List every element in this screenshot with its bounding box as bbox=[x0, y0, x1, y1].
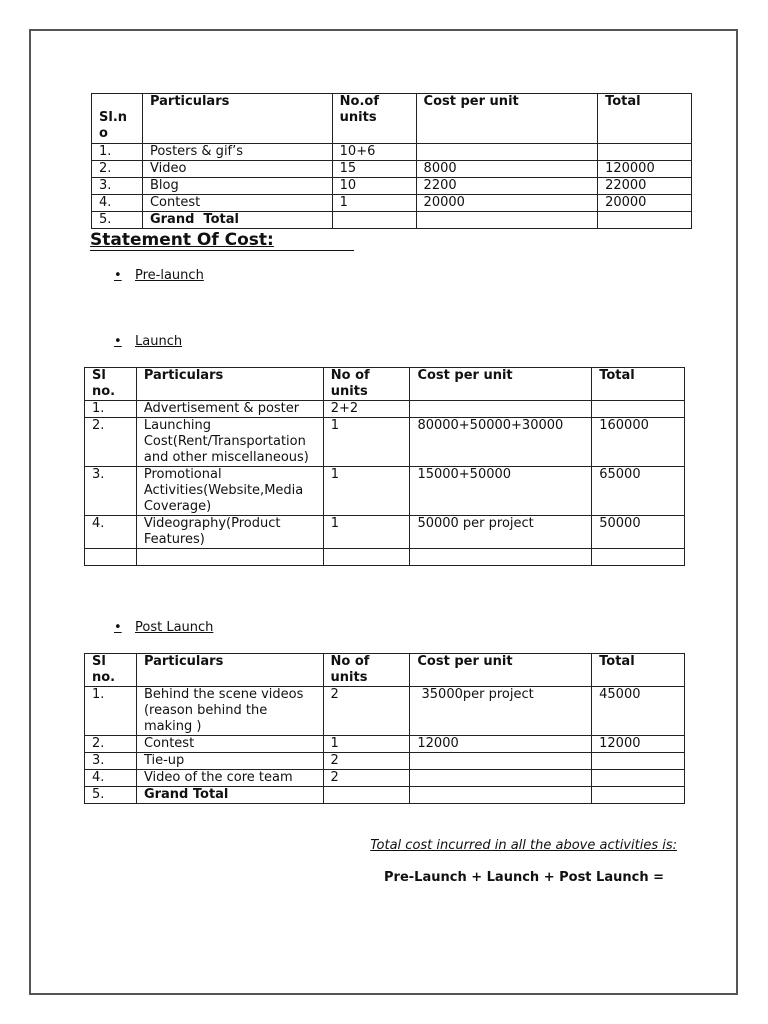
table-row bbox=[85, 549, 685, 566]
cell: 4. bbox=[85, 516, 137, 549]
cell: 12000 bbox=[410, 736, 592, 753]
cell: 1 bbox=[323, 516, 410, 549]
cell: Video bbox=[142, 161, 332, 178]
launch-table bbox=[84, 367, 685, 566]
table-row bbox=[92, 195, 692, 212]
cell bbox=[598, 144, 692, 161]
cell: 2 bbox=[323, 687, 410, 736]
cell bbox=[416, 212, 598, 229]
cell: 80000+50000+30000 bbox=[410, 418, 592, 467]
cell: 4. bbox=[85, 770, 137, 787]
cost-table-1 bbox=[91, 93, 692, 229]
cell: Contest bbox=[142, 195, 332, 212]
cell bbox=[592, 770, 685, 787]
header-slno: Sl no. bbox=[85, 368, 137, 401]
cell: 50000 per project bbox=[410, 516, 592, 549]
header-cost: Cost per unit bbox=[416, 94, 598, 144]
cell bbox=[323, 549, 410, 566]
cell: Behind the scene videos (reason behind the making ) bbox=[136, 687, 323, 736]
cell: 1. bbox=[92, 144, 143, 161]
cell: 2. bbox=[85, 418, 137, 467]
cell: Promotional Activities(Website,Media Coverage) bbox=[136, 467, 323, 516]
cell bbox=[410, 787, 592, 804]
cell bbox=[592, 787, 685, 804]
header-units: No of units bbox=[323, 368, 410, 401]
cell: 2. bbox=[92, 161, 143, 178]
table-row bbox=[85, 736, 685, 753]
cell: 10+6 bbox=[332, 144, 416, 161]
cell: 1 bbox=[323, 418, 410, 467]
cell: 12000 bbox=[592, 736, 685, 753]
cell: Posters & gif’s bbox=[142, 144, 332, 161]
cell: 35000per project bbox=[410, 687, 592, 736]
bullet-icon: • bbox=[114, 620, 122, 635]
bullet-icon: • bbox=[114, 334, 122, 349]
cell: Contest bbox=[136, 736, 323, 753]
table-header-row bbox=[85, 654, 685, 687]
cell: Advertisement & poster bbox=[136, 401, 323, 418]
cell: 1. bbox=[85, 401, 137, 418]
header-particulars: Particulars bbox=[136, 654, 323, 687]
cell bbox=[332, 212, 416, 229]
cell bbox=[410, 770, 592, 787]
statement-heading: Statement Of Cost: bbox=[90, 230, 354, 251]
cell: 160000 bbox=[592, 418, 685, 467]
table-header-row bbox=[85, 368, 685, 401]
cell: 2+2 bbox=[323, 401, 410, 418]
cell bbox=[410, 401, 592, 418]
cell bbox=[410, 753, 592, 770]
cell bbox=[592, 549, 685, 566]
section-title: Launch bbox=[135, 334, 183, 349]
table-row bbox=[92, 178, 692, 195]
cell: 1. bbox=[85, 687, 137, 736]
table-row bbox=[85, 687, 685, 736]
cell bbox=[592, 401, 685, 418]
cell: 1 bbox=[323, 467, 410, 516]
cell: 1 bbox=[332, 195, 416, 212]
cell bbox=[592, 753, 685, 770]
cell: 3. bbox=[85, 753, 137, 770]
cell: 20000 bbox=[598, 195, 692, 212]
table-header-row bbox=[92, 94, 692, 144]
cell: 20000 bbox=[416, 195, 598, 212]
header-total: Total bbox=[598, 94, 692, 144]
table-row bbox=[92, 161, 692, 178]
grand-total-row bbox=[85, 787, 685, 804]
header-slno: Sl.n o bbox=[92, 94, 143, 144]
cell bbox=[323, 787, 410, 804]
header-cost: Cost per unit bbox=[410, 654, 592, 687]
cell bbox=[136, 549, 323, 566]
cell: 1 bbox=[323, 736, 410, 753]
header-units: No of units bbox=[323, 654, 410, 687]
section-title: Post Launch bbox=[135, 620, 214, 635]
cell bbox=[410, 549, 592, 566]
cell: Launching Cost(Rent/Transportation and other miscellaneous) bbox=[136, 418, 323, 467]
table-row bbox=[85, 418, 685, 467]
section-prelaunch bbox=[114, 268, 204, 284]
cell: 5. bbox=[92, 212, 143, 229]
cell: 2 bbox=[323, 753, 410, 770]
cell: 5. bbox=[85, 787, 137, 804]
section-launch bbox=[114, 334, 182, 350]
grand-total-row bbox=[92, 212, 692, 229]
cell: 2200 bbox=[416, 178, 598, 195]
cell: 15 bbox=[332, 161, 416, 178]
total-cost-formula: Pre-Launch + Launch + Post Launch = bbox=[384, 870, 664, 885]
header-total: Total bbox=[592, 654, 685, 687]
cell: 3. bbox=[92, 178, 143, 195]
table-row bbox=[85, 753, 685, 770]
grand-total-label: Grand Total bbox=[142, 212, 332, 229]
cell: Tie-up bbox=[136, 753, 323, 770]
header-particulars: Particulars bbox=[136, 368, 323, 401]
cell: 15000+50000 bbox=[410, 467, 592, 516]
header-units: No.of units bbox=[332, 94, 416, 144]
cell: 3. bbox=[85, 467, 137, 516]
cell: Blog bbox=[142, 178, 332, 195]
grand-total-label: Grand Total bbox=[136, 787, 323, 804]
cell: 120000 bbox=[598, 161, 692, 178]
cell: Video of the core team bbox=[136, 770, 323, 787]
header-total: Total bbox=[592, 368, 685, 401]
post-launch-table bbox=[84, 653, 685, 804]
cell bbox=[416, 144, 598, 161]
cell: 2 bbox=[323, 770, 410, 787]
header-particulars: Particulars bbox=[142, 94, 332, 144]
section-postlaunch bbox=[114, 620, 213, 636]
cell: Videography(Product Features) bbox=[136, 516, 323, 549]
cell: 22000 bbox=[598, 178, 692, 195]
table-row bbox=[92, 144, 692, 161]
table-row bbox=[85, 467, 685, 516]
table-row bbox=[85, 770, 685, 787]
cell: 45000 bbox=[592, 687, 685, 736]
header-cost: Cost per unit bbox=[410, 368, 592, 401]
section-title: Pre-launch bbox=[135, 268, 204, 283]
cell: 8000 bbox=[416, 161, 598, 178]
cell: 10 bbox=[332, 178, 416, 195]
cell: 4. bbox=[92, 195, 143, 212]
cell: 65000 bbox=[592, 467, 685, 516]
cell bbox=[598, 212, 692, 229]
table-row bbox=[85, 516, 685, 549]
table-row bbox=[85, 401, 685, 418]
header-slno: Sl no. bbox=[85, 654, 137, 687]
total-cost-summary: Total cost incurred in all the above activities is: bbox=[370, 838, 677, 853]
cell: 50000 bbox=[592, 516, 685, 549]
bullet-icon: • bbox=[114, 268, 122, 283]
cell bbox=[85, 549, 137, 566]
cell: 2. bbox=[85, 736, 137, 753]
